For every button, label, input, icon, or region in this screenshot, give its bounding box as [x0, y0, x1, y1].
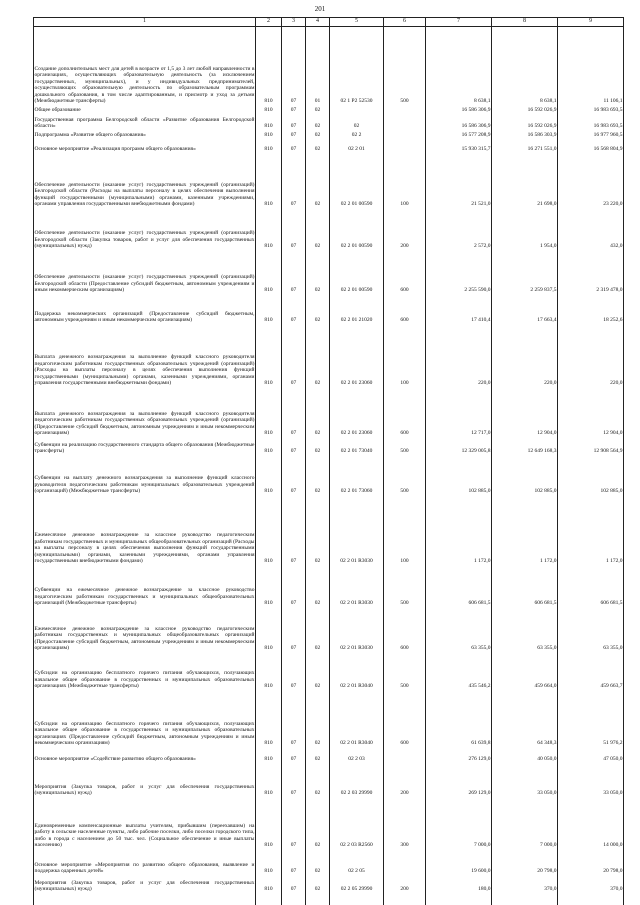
- cell-subsection: 02: [314, 132, 321, 139]
- cell-section: 07: [290, 287, 297, 294]
- cell-amount-year-2: 33 050,0: [537, 790, 557, 797]
- cell-expense-type: 300: [400, 842, 409, 849]
- cell-subsection: 02: [314, 317, 321, 324]
- cell-amount-year-1: 8 638,1: [474, 98, 491, 105]
- cell-ministry: 810: [264, 123, 273, 130]
- cell-section: 07: [290, 430, 297, 437]
- row-description: Субсидии на организацию бесплатного горячего питания обучающихся, получающих начальное общее образование в государственных и муниципальных образовательных организациях (Предоставление субсидий бюджетным, автономным учреждениям и иным некоммерческим организациям): [34, 720, 255, 747]
- cell-amount-year-1: 606 681,5: [468, 600, 491, 607]
- cell-amount-year-1: 15 930 315,7: [461, 146, 491, 153]
- cell-target-article: 02 2 01 00590: [340, 201, 373, 208]
- cell-amount-year-3: 12 904,0: [603, 430, 623, 437]
- column-header: 4: [306, 18, 330, 27]
- row-description: Обеспечение деятельности (оказание услуг) государственных учреждений (организаций) Белгородской области (Закупка товаров, работ и услуг для обеспечения государственных (муниципальных) нужд): [34, 230, 255, 250]
- cell-amount-year-3: 102 885,0: [600, 488, 623, 495]
- cell-amount-year-3: 459 663,7: [600, 683, 623, 690]
- row-description: Мероприятия (Закупка товаров, работ и услуг для обеспечения государственных (муниципальных) нужд): [34, 783, 255, 797]
- cell-ministry: 810: [264, 430, 273, 437]
- cell-subsection: 02: [314, 740, 321, 747]
- cell-target-article: 02 2 01 73060: [340, 488, 373, 495]
- cell-ministry: 810: [264, 317, 273, 324]
- cell-amount-year-2: 20 798,0: [537, 868, 557, 875]
- row-description: Основное мероприятие «Содействие развитию общего образования»: [34, 756, 196, 763]
- cell-target-article: 02 2 01 23060: [340, 430, 373, 437]
- cell-amount-year-2: 17 663,4: [537, 317, 557, 324]
- cell-target-article: 02 2 01 23060: [340, 380, 373, 387]
- cell-amount-year-1: 19 600,0: [471, 868, 491, 875]
- cell-subsection: 02: [314, 201, 321, 208]
- cell-amount-year-1: 276 129,0: [468, 756, 491, 763]
- row-description: Единовременные компенсационные выплаты учителям, прибывшим (переехавшим) на работу в сельские населенные пункты, либо рабочие поселки, либо поселки городского типа, либо в города с населением до 50 тыс. чел. (Социальное обеспечение и иные выплаты населению): [34, 822, 255, 849]
- cell-amount-year-3: 14 000,0: [603, 842, 623, 849]
- cell-subsection: 02: [314, 756, 321, 763]
- column-header: 9: [558, 18, 624, 27]
- cell-target-article: 02: [353, 123, 360, 130]
- cell-amount-year-1: 16 586 306,9: [461, 107, 491, 114]
- cell-amount-year-3: 16 977 960,5: [593, 132, 623, 139]
- cell-amount-year-3: 11 106,1: [603, 98, 623, 105]
- cell-target-article: 02 2 05: [348, 868, 365, 875]
- cell-expense-type: 100: [400, 201, 409, 208]
- cell-section: 07: [290, 132, 297, 139]
- cell-amount-year-2: 40 050,0: [537, 756, 557, 763]
- column-border: [281, 25, 282, 905]
- column-header: 3: [282, 18, 306, 27]
- cell-amount-year-3: 23 220,0: [603, 201, 623, 208]
- cell-ministry: 810: [264, 380, 273, 387]
- cell-section: 07: [290, 98, 297, 105]
- cell-amount-year-3: 33 050,0: [603, 790, 623, 797]
- cell-amount-year-1: 7 000,0: [474, 842, 491, 849]
- cell-ministry: 810: [264, 600, 273, 607]
- page-number: 201: [314, 5, 326, 13]
- cell-expense-type: [384, 130, 426, 139]
- cell-ministry: 810: [264, 201, 273, 208]
- cell-amount-year-2: 16 271 551,0: [527, 146, 557, 153]
- cell-amount-year-2: 370,0: [544, 886, 557, 893]
- cell-target-article: 02 2 01 21020: [340, 317, 373, 324]
- row-description: Государственная программа Белгородской области «Развитие образования Белгородской области»: [34, 116, 255, 130]
- cell-ministry: 810: [264, 558, 273, 565]
- cell-amount-year-2: 64 348,3: [537, 740, 557, 747]
- cell-amount-year-1: 220,0: [478, 380, 491, 387]
- cell-amount-year-3: 2 319 478,0: [596, 287, 623, 294]
- cell-target-article: 02 2 03: [348, 756, 365, 763]
- cell-expense-type: 500: [400, 98, 409, 105]
- cell-section: 07: [290, 740, 297, 747]
- cell-amount-year-2: 606 681,5: [534, 600, 557, 607]
- cell-subsection: 02: [314, 488, 321, 495]
- cell-expense-type: [384, 139, 426, 153]
- cell-expense-type: 500: [400, 683, 409, 690]
- row-description: Ежемесячное денежное вознаграждение за классное руководство педагогическим работникам государственных и муниципальных общеобразовательных организаций (Предоставление субсидий бюджетным, автономным учреждениям и иным некоммерческим организациям): [34, 625, 255, 652]
- cell-section: 07: [290, 886, 297, 893]
- cell-amount-year-2: 102 885,0: [534, 488, 557, 495]
- cell-amount-year-3: 20 798,0: [603, 868, 623, 875]
- cell-subsection: 02: [314, 287, 321, 294]
- cell-amount-year-2: 7 000,0: [540, 842, 557, 849]
- cell-amount-year-3: 51 976,2: [603, 740, 623, 747]
- cell-target-article: [330, 105, 384, 114]
- cell-ministry: 810: [264, 740, 273, 747]
- cell-subsection: 02: [314, 448, 321, 455]
- cell-amount-year-2: 12 904,0: [537, 430, 557, 437]
- cell-expense-type: [384, 114, 426, 130]
- cell-amount-year-3: 16 983 693,5: [593, 107, 623, 114]
- cell-ministry: 810: [264, 243, 273, 250]
- column-border: [383, 25, 384, 905]
- cell-subsection: 02: [314, 107, 321, 114]
- cell-target-article: 02 2 01 R3030: [340, 600, 373, 607]
- cell-amount-year-2: 16 592 026,9: [527, 107, 557, 114]
- cell-amount-year-2: 1 172,0: [540, 558, 557, 565]
- row-description: Субвенции на выплату денежного вознаграждения за выполнение функций классного руководителя педагогическим работникам муниципальных образовательных учреждений (организаций) (Межбюджетные трансферты): [34, 475, 255, 495]
- column-header: 8: [492, 18, 558, 27]
- cell-expense-type: 500: [400, 448, 409, 455]
- cell-target-article: 02 1 P2 52530: [340, 98, 373, 105]
- cell-section: 07: [290, 380, 297, 387]
- cell-expense-type: 600: [400, 645, 409, 652]
- cell-amount-year-1: 61 639,8: [471, 740, 491, 747]
- cell-ministry: 810: [264, 645, 273, 652]
- cell-target-article: 02 2 01 00590: [340, 287, 373, 294]
- cell-amount-year-1: 2 572,0: [474, 243, 491, 250]
- cell-section: 07: [290, 683, 297, 690]
- column-border: [425, 25, 426, 905]
- cell-section: 07: [290, 146, 297, 153]
- cell-expense-type: 600: [400, 317, 409, 324]
- cell-subsection: 02: [314, 842, 321, 849]
- cell-amount-year-2: 21 698,0: [537, 201, 557, 208]
- cell-section: 07: [290, 107, 297, 114]
- cell-amount-year-1: 1 172,0: [474, 558, 491, 565]
- cell-subsection: 02: [314, 790, 321, 797]
- column-border: [491, 25, 492, 905]
- row-description: Создание дополнительных мест для детей в возрасте от 1,5 до 3 лет любой направленности в организациях, осуществляющих образовательную деятельность (за исключением государственных, муниципальных), и у индивидуальных предпринимателей, осуществляющих образовательную деятельность по образовательным программам дошкольного образования, в том числе адаптированным, и присмотр и уход за детьми (Межбюджетные трансферты): [34, 65, 255, 105]
- cell-amount-year-1: 16 577 208,9: [461, 132, 491, 139]
- cell-amount-year-3: 370,0: [610, 886, 623, 893]
- cell-target-article: 02 2 01 R3030: [340, 645, 373, 652]
- row-description: Субвенции на реализацию государственного стандарта общего образования (Межбюджетные трансферты): [34, 441, 255, 455]
- cell-target-article: 02 2: [351, 132, 362, 139]
- cell-amount-year-3: 18 252,6: [603, 317, 623, 324]
- cell-amount-year-2: 16 586 303,9: [527, 132, 557, 139]
- cell-expense-type: 200: [400, 790, 409, 797]
- cell-ministry: 810: [264, 683, 273, 690]
- cell-subsection: 02: [314, 430, 321, 437]
- cell-target-article: 02 2 01 R3040: [340, 683, 373, 690]
- cell-amount-year-1: 180,0: [478, 886, 491, 893]
- cell-expense-type: 200: [400, 886, 409, 893]
- cell-section: 07: [290, 123, 297, 130]
- cell-amount-year-1: 17 410,4: [471, 317, 491, 324]
- cell-expense-type: [384, 105, 426, 114]
- cell-section: 07: [290, 201, 297, 208]
- cell-ministry: 810: [264, 842, 273, 849]
- cell-ministry: 810: [264, 448, 273, 455]
- cell-ministry: 810: [264, 132, 273, 139]
- cell-target-article: 02 2 01 73040: [340, 448, 373, 455]
- cell-target-article: 02 2 01 00590: [340, 243, 373, 250]
- cell-subsection: 02: [314, 243, 321, 250]
- cell-amount-year-3: 63 355,0: [603, 645, 623, 652]
- column-header: 6: [384, 18, 426, 27]
- cell-amount-year-2: 459 664,0: [534, 683, 557, 690]
- cell-ministry: 810: [264, 146, 273, 153]
- cell-amount-year-2: 63 355,0: [537, 645, 557, 652]
- cell-subsection: 02: [314, 600, 321, 607]
- cell-amount-year-2: 2 259 837,5: [530, 287, 557, 294]
- cell-section: 07: [290, 868, 297, 875]
- cell-amount-year-3: 432,0: [610, 243, 623, 250]
- column-header: 2: [256, 18, 282, 27]
- cell-amount-year-1: 435 546,2: [468, 683, 491, 690]
- cell-target-article: 02 2 03 R2560: [340, 842, 373, 849]
- cell-amount-year-1: 12 717,0: [471, 430, 491, 437]
- row-description: Основное мероприятие «Мероприятия по развитию общего образования, выявление и поддержка одаренных детей»: [34, 861, 255, 875]
- cell-amount-year-2: 8 638,1: [540, 98, 557, 105]
- cell-amount-year-2: 220,0: [544, 380, 557, 387]
- cell-expense-type: 600: [400, 287, 409, 294]
- cell-ministry: 810: [264, 107, 273, 114]
- cell-section: 07: [290, 448, 297, 455]
- row-description: Поддержка некоммерческих организаций (Предоставление субсидий бюджетным, автономным учреждениям и иным некоммерческим организациям): [34, 310, 255, 324]
- cell-amount-year-3: 220,0: [610, 380, 623, 387]
- row-description: Ежемесячное денежное вознаграждение за классное руководство педагогическим работникам государственных и муниципальных общеобразовательных организаций (Расходы на выплаты персоналу в целях обеспечения выполнения функций государственными (муниципальными) органами, казенными учреждениями, органами управления государственными внебюджетными фондами): [34, 532, 255, 565]
- cell-section: 07: [290, 317, 297, 324]
- column-header: 1: [34, 18, 256, 27]
- row-description: Подпрограмма «Развитие общего образования»: [34, 132, 146, 139]
- row-description: Субвенции на ежемесячное денежное вознаграждение за классное руководство педагогическим работникам государственных и муниципальных общеобразовательных организаций (Межбюджетные трансферты): [34, 587, 255, 607]
- cell-target-article: 02 2 05 29990: [340, 886, 373, 893]
- cell-section: 07: [290, 790, 297, 797]
- cell-ministry: 810: [264, 287, 273, 294]
- cell-amount-year-2: 12 649 168,3: [527, 448, 557, 455]
- cell-amount-year-1: 21 521,0: [471, 201, 491, 208]
- row-description: Общее образование: [34, 107, 81, 114]
- column-border: [255, 25, 256, 905]
- cell-section: 07: [290, 645, 297, 652]
- cell-subsection: 02: [314, 683, 321, 690]
- cell-target-article: 02 2 01 R3030: [340, 558, 373, 565]
- cell-section: 07: [290, 488, 297, 495]
- cell-amount-year-3: 47 050,0: [603, 756, 623, 763]
- cell-expense-type: 600: [400, 740, 409, 747]
- cell-amount-year-1: 16 586 306,9: [461, 123, 491, 130]
- cell-section: 07: [290, 756, 297, 763]
- cell-expense-type: 600: [400, 430, 409, 437]
- column-header: 5: [330, 18, 384, 27]
- cell-ministry: 810: [264, 488, 273, 495]
- cell-expense-type: [384, 849, 426, 875]
- cell-subsection: 01: [314, 98, 321, 105]
- cell-target-article: 02 2 01 R3040: [340, 740, 373, 747]
- cell-subsection: 02: [314, 645, 321, 652]
- cell-amount-year-3: 12 908 564,9: [593, 448, 623, 455]
- cell-section: 07: [290, 842, 297, 849]
- column-border: [623, 25, 624, 905]
- cell-subsection: 02: [314, 886, 321, 893]
- cell-target-article: 02 2 01: [348, 146, 365, 153]
- cell-ministry: 810: [264, 756, 273, 763]
- row-description: Основное мероприятие «Реализация программ общего образования»: [34, 146, 196, 153]
- cell-amount-year-3: 606 681,5: [600, 600, 623, 607]
- cell-amount-year-1: 269 129,0: [468, 790, 491, 797]
- row-description: Обеспечение деятельности (оказание услуг) государственных учреждений (организаций) Белгородской области (Расходы на выплаты персоналу в целях обеспечения выполнения функций государственными (муниципальными) органами, казенными учреждениями, органами управления государственными внебюджетными фондами): [34, 181, 255, 208]
- cell-expense-type: 100: [400, 558, 409, 565]
- column-border: [33, 25, 34, 905]
- row-description: Мероприятия (Закупка товаров, работ и услуг для обеспечения государственных (муниципальных) нужд): [34, 879, 255, 893]
- column-border: [305, 25, 306, 905]
- column-border: [557, 25, 558, 905]
- cell-expense-type: [384, 747, 426, 763]
- cell-subsection: 02: [314, 123, 321, 130]
- cell-expense-type: 500: [400, 488, 409, 495]
- cell-amount-year-2: 16 592 026,9: [527, 123, 557, 130]
- cell-ministry: 810: [264, 98, 273, 105]
- cell-subsection: 02: [314, 146, 321, 153]
- cell-amount-year-1: 63 355,0: [471, 645, 491, 652]
- cell-amount-year-2: 1 954,0: [540, 243, 557, 250]
- cell-section: 07: [290, 558, 297, 565]
- cell-expense-type: 500: [400, 600, 409, 607]
- cell-amount-year-3: 16 983 693,5: [593, 123, 623, 130]
- cell-ministry: 810: [264, 790, 273, 797]
- cell-subsection: 02: [314, 558, 321, 565]
- cell-amount-year-1: 102 885,0: [468, 488, 491, 495]
- cell-amount-year-3: 16 568 804,9: [593, 146, 623, 153]
- row-description: Выплата денежного вознаграждения за выполнение функций классного руководителя педагогическим работникам государственных образовательных учреждений (организаций) (Предоставление субсидий бюджетным, автономным учреждениям и иным некоммерческим организациям): [34, 410, 255, 437]
- cell-amount-year-3: 1 172,0: [606, 558, 623, 565]
- cell-expense-type: 100: [400, 380, 409, 387]
- row-description: Субсидии на организацию бесплатного горячего питания обучающихся, получающих начальное общее образование в государственных и муниципальных образовательных организациях (Межбюджетные трансферты): [34, 670, 255, 690]
- cell-amount-year-1: 12 329 005,8: [461, 448, 491, 455]
- column-header: 7: [426, 18, 492, 27]
- row-description: Выплата денежного вознаграждения за выполнение функций классного руководителя педагогическим работникам государственных образовательных учреждений (организаций) (Расходы на выплаты персоналу в целях обеспечения выполнения функций государственными (муниципальными) органами, казенными учреждениями, органами управления государственными внебюджетными фондами): [34, 354, 255, 387]
- cell-expense-type: 200: [400, 243, 409, 250]
- cell-target-article: 02 2 03 29990: [340, 790, 373, 797]
- cell-subsection: 02: [314, 380, 321, 387]
- cell-ministry: 810: [264, 886, 273, 893]
- row-description: Обеспечение деятельности (оказание услуг) государственных учреждений (организаций) Белгородской области (Предоставление субсидий бюджетным, автономным учреждениям и иным некоммерческим организациям): [34, 274, 255, 294]
- cell-ministry: 810: [264, 868, 273, 875]
- cell-amount-year-1: 2 255 590,0: [464, 287, 491, 294]
- column-border: [329, 25, 330, 905]
- cell-section: 07: [290, 243, 297, 250]
- cell-subsection: 02: [314, 868, 321, 875]
- cell-section: 07: [290, 600, 297, 607]
